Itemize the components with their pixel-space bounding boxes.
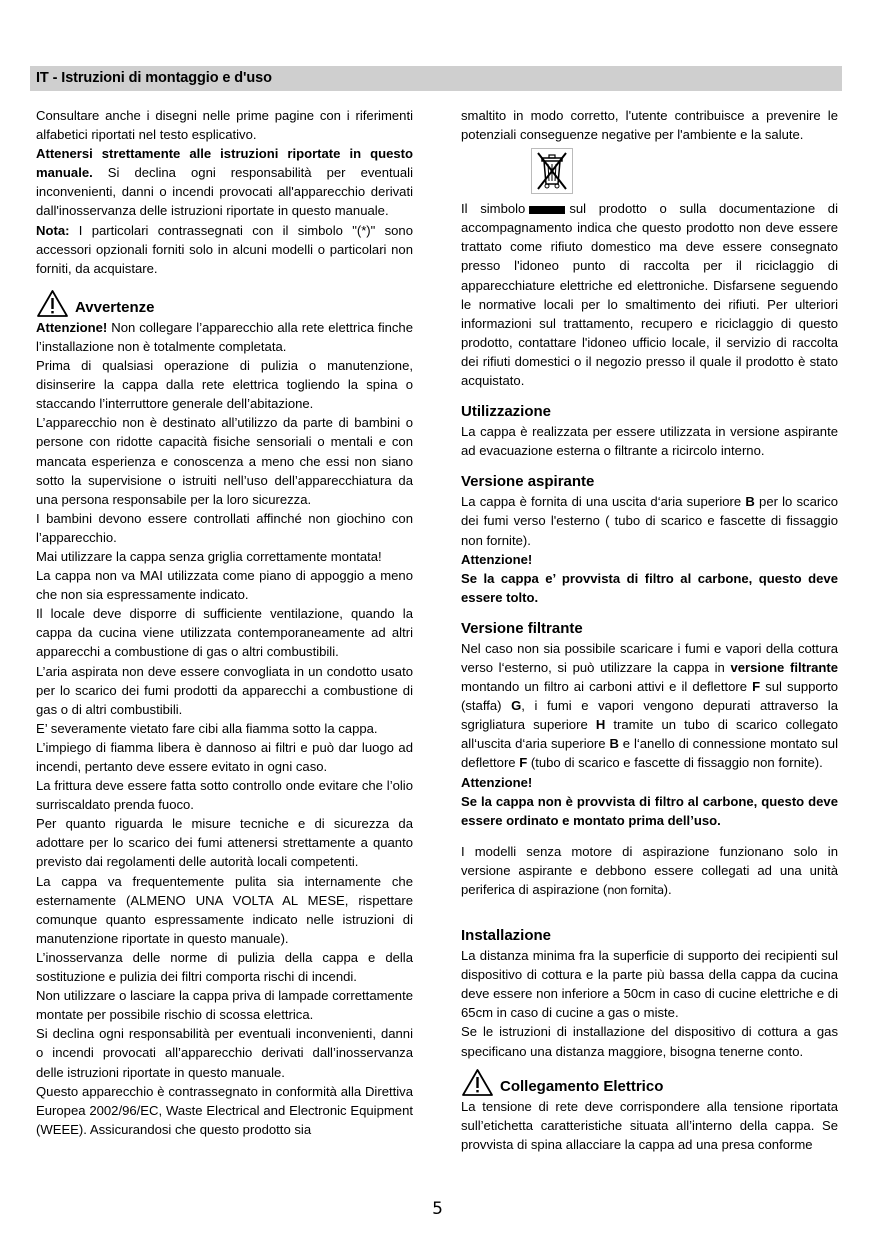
label-f: F bbox=[752, 679, 761, 695]
warning-triangle-icon bbox=[36, 289, 69, 318]
crossed-bin-icon bbox=[531, 148, 573, 194]
warning-paragraph: Non utilizzare o lasciare la cappa priva di lampade correttamente montate per possibile rischio di scossa elettrica. bbox=[36, 988, 413, 1023]
filter-text: Nel caso non sia possibile scaricare i fumi e vapori della cottura verso l‘esterno, si può utilizzare la cappa in bbox=[461, 640, 838, 675]
filter-text: e l‘anello di connessione montato sul deflettore bbox=[461, 736, 838, 771]
warnings-heading-row bbox=[36, 288, 413, 318]
warning-paragraph: L’inosservanza delle norme di pulizia della cappa e della sostituzione e pulizia dei filtri comporta rischi di incendi. bbox=[36, 949, 413, 985]
note-paragraph bbox=[36, 221, 413, 278]
warning-paragraph: La cappa va frequentemente pulita sia internamente che esternamente (ALMENO UNA VOLTA AL MESE, rispettare comunque quanto espressamente indicato nelle istruzioni di manutenzione riportate in questo manuale). bbox=[36, 873, 413, 946]
strict-bold: Attenersi strettamente alle istruzioni riportate in questo manuale. bbox=[36, 146, 413, 181]
extraction-attention-label: Attenzione! bbox=[461, 551, 533, 567]
extraction-heading: Versione aspirante bbox=[461, 473, 595, 491]
filter-text: sul supporto (staffa) bbox=[461, 679, 838, 714]
warning-paragraph: Il locale deve disporre di sufficiente ventilazione, quando la cappa da cucina viene utilizzata contemporaneamente ad altri apparecchi a combustione di gas o altri combustibili. bbox=[36, 606, 413, 660]
weee-symbol-paragraph bbox=[461, 199, 838, 390]
right-column bbox=[461, 106, 838, 1154]
warning-paragraph: La cappa non va MAI utilizzata come piano di appoggio a meno che non sia espressamente indicato. bbox=[36, 568, 413, 603]
filter-version-bold: versione filtrante bbox=[730, 659, 839, 675]
left-column bbox=[36, 106, 413, 1139]
filter-text: (tubo di scarico e fascette di fissaggio non fornite). bbox=[527, 755, 823, 771]
filter-text: tramite un tubo di scarico collegato all‘uscita d‘aria superiore bbox=[461, 717, 838, 752]
electrical-heading: Collegamento Elettrico bbox=[500, 1077, 664, 1095]
label-b: B bbox=[745, 494, 755, 510]
electrical-paragraph: La tensione di rete deve corrispondere alla tensione riportata sull’etichetta caratteristiche situata all’interno della cappa. Se provvista di spina allacciare la cappa ad una presa conforme bbox=[461, 1098, 838, 1152]
weee-icon-row bbox=[461, 144, 838, 199]
label-b: B bbox=[609, 736, 619, 752]
electrical-heading-row bbox=[461, 1067, 838, 1097]
label-h: H bbox=[595, 717, 606, 733]
warning-paragraph: E’ severamente vietato fare cibi alla fiamma sotto la cappa. bbox=[36, 720, 378, 736]
warning-paragraph: Questo apparecchio è contrassegnato in conformità alla Direttiva Europea 2002/96/EC, Waste Electrical and Electronic Equipment (WEEE). Assicurandosi che questo prodotto sia bbox=[36, 1083, 413, 1137]
warning-paragraph: L’aria aspirata non deve essere convogliata in un condotto usato per lo scarico dei fumi prodotti da apparecchi a combustione di gas o di altri combustibili. bbox=[36, 663, 413, 717]
extraction-attention-text: Se la cappa e’ provvista di filtro al carbone, questo deve essere tolto. bbox=[461, 570, 838, 605]
weee-continued-paragraph: smaltito in modo corretto, l'utente contribuisce a prevenire le potenziali conseguenze negative per l'ambiente e la salute. bbox=[461, 108, 838, 143]
filter-heading: Versione filtrante bbox=[461, 619, 583, 637]
warnings-heading: Avvertenze bbox=[75, 298, 155, 316]
not-supplied-text: non fornita bbox=[607, 883, 664, 897]
warning-paragraph: Si declina ogni responsabilità per eventuali inconvenienti, danni o incendi provocati all’apparecchio derivati dall’inosservanza delle istruzioni riportate in questo manuale. bbox=[36, 1026, 413, 1080]
note-text: I particolari contrassegnati con il simbolo "(*)" sono accessori opzionali forniti solo in alcuni modelli o particolari non forniti, da acquistare. bbox=[36, 222, 413, 276]
use-heading: Utilizzazione bbox=[461, 403, 552, 421]
warning-paragraph: L’apparecchio non è destinato all’utilizzo da parte di bambini o persone con ridotte capacità fisiche sensoriali o mentali e con mancata esperienza e conoscenza a meno che essi non siano sotto la supervisione o istruiti nell’uso dell’apparecchiatura da una persona responsabile per la loro sicurezza. bbox=[36, 415, 413, 507]
warning-paragraph: Mai utilizzare la cappa senza griglia correttamente montata! bbox=[36, 548, 382, 564]
use-paragraph: La cappa è realizzata per essere utilizzata in versione aspirante ad evacuazione esterna o filtrante a ricircolo interno. bbox=[461, 424, 838, 459]
warning-paragraph: L’impiego di fiamma libera è dannoso ai filtri e può dar luogo ad incendi, pertanto deve essere evitato in ogni caso. bbox=[36, 739, 413, 774]
warning-triangle-icon bbox=[461, 1068, 494, 1097]
filter-paragraph bbox=[461, 639, 838, 773]
attention-text: Non collegare l’apparecchio alla rete elettrica finche l’installazione non è totalmente completata. bbox=[36, 319, 413, 354]
label-f: F bbox=[519, 755, 528, 771]
label-g: G bbox=[511, 698, 522, 714]
motorless-paragraph bbox=[461, 842, 838, 900]
section-header-bar bbox=[30, 66, 842, 91]
motorless-text: I modelli senza motore di aspirazione funzionano solo in versione aspirante e debbono essere collegati ad una unità periferica di aspirazione ( bbox=[461, 843, 838, 897]
installation-paragraph-2: Se le istruzioni di installazione del dispositivo di cottura a gas specificano una distanza maggiore, bisogna tenerne conto. bbox=[461, 1024, 838, 1059]
filter-attention-label: Attenzione! bbox=[461, 774, 533, 790]
weee-bar-symbol bbox=[529, 206, 565, 214]
note-label: Nota: bbox=[36, 222, 70, 238]
symbol-prefix: Il simbolo bbox=[461, 201, 526, 217]
warning-paragraph: Per quanto riguarda le misure tecniche e di sicurezza da adottare per lo scarico dei fumi attenersi strettamente a quanto previsto dai regolamenti delle autorità locali competenti. bbox=[36, 816, 413, 870]
strict-paragraph bbox=[36, 144, 413, 220]
page-title: IT - Istruzioni di montaggio e d'uso bbox=[36, 70, 272, 86]
symbol-text: sul prodotto o sulla documentazione di accompagnamento indica che questo prodotto non deve essere trattato come rifiuto domestico ma deve essere consegnato presso l'idoneo punto di raccolta per il riciclaggio di apparecchiature elettriche ed elettroniche. Disfarsene seguendo le normative locali per lo smaltimento dei rifiuti. Per ulteriori informazioni sul trattamento, recupero e riciclaggio di questo prodotto, contattare l'idoneo ufficio locale, il servizio di raccolta dei rifiuti domestici o il negozio presso il quale il prodotto è stato acquistato. bbox=[461, 201, 838, 389]
filter-text: montando un filtro ai carboni attivi e il deflettore bbox=[461, 679, 753, 695]
warning-paragraph: La frittura deve essere fatta sotto controllo onde evitare che l’olio surriscaldato prenda fuoco. bbox=[36, 778, 413, 813]
strict-rest: Si declina ogni responsabilità per eventuali inconvenienti, danni o incendi provocati all'apparecchio derivati dall'inosservanza delle istruzioni riportate in questo manuale. bbox=[36, 165, 413, 219]
warning-paragraph: I bambini devono essere controllati affinché non giochino con l’apparecchio. bbox=[36, 510, 413, 545]
attention-paragraph bbox=[36, 318, 413, 356]
extraction-text: per lo scarico dei fumi verso l'esterno ( tubo di scarico e fascette di fissaggio non fornite). bbox=[461, 494, 838, 548]
installation-heading: Installazione bbox=[461, 927, 552, 945]
intro-paragraph: Consultare anche i disegni nelle prime pagine con i riferimenti alfabetici riportati nel testo esplicativo. bbox=[36, 108, 413, 143]
extraction-text: La cappa è fornita di una uscita d‘aria superiore bbox=[461, 494, 746, 510]
extraction-paragraph bbox=[461, 492, 838, 549]
installation-paragraph: La distanza minima fra la superficie di supporto dei recipienti sul dispositivo di cottura e la parte più bassa della cappa da cucina deve essere non inferiore a 50cm in caso di cucine elettriche e di 65cm in caso di cucine a gas o miste. bbox=[461, 948, 838, 1021]
warning-paragraph: Prima di qualsiasi operazione di pulizia o manutenzione, disinserire la cappa dalla rete elettrica togliendo la spina o staccando l’interruttore generale dell’abitazione. bbox=[36, 358, 413, 412]
filter-text: , i fumi e vapori vengono depurati attraverso la sgrigliatura superiore bbox=[461, 698, 838, 733]
filter-attention-text: Se la cappa non è provvista di filtro al carbone, questo deve essere ordinato e montato prima dell’uso. bbox=[461, 793, 838, 828]
page-number: 5 bbox=[432, 1199, 443, 1219]
attention-label: Attenzione! bbox=[36, 319, 108, 335]
motorless-end: ). bbox=[663, 882, 672, 897]
